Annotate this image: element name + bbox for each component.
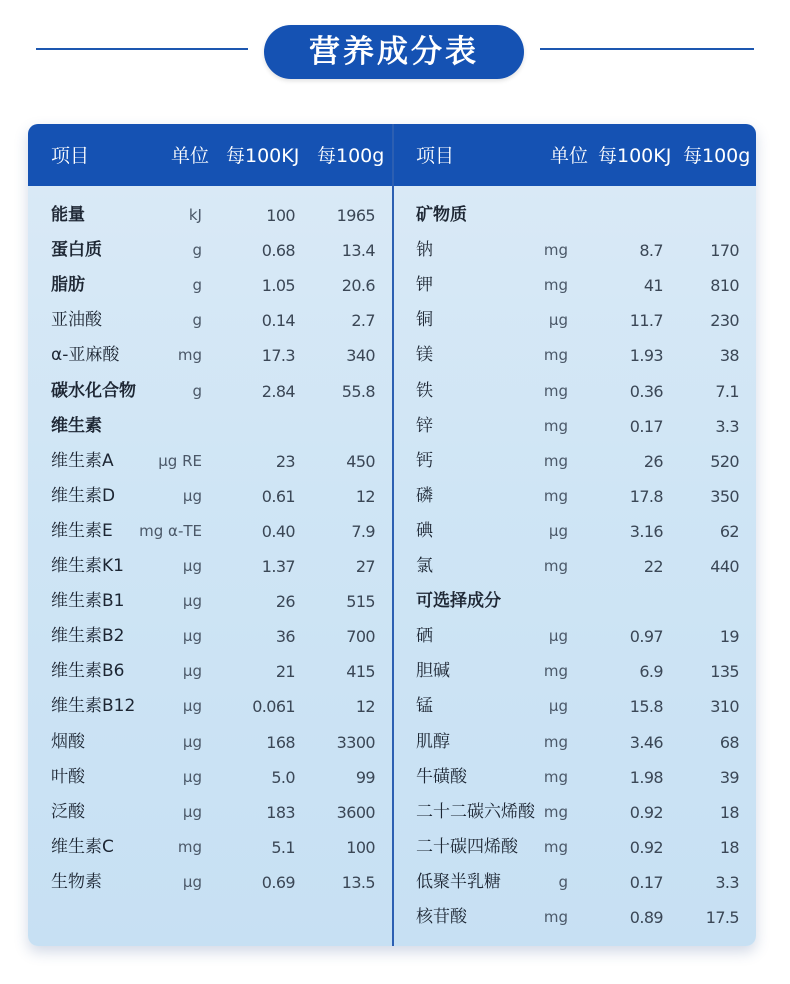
per100g-cell: 27 [355, 557, 375, 576]
nutrient-name: 钙 [416, 450, 433, 471]
per100kj-cell: 0.17 [629, 416, 663, 436]
per100kj-cell: 0.17 [629, 872, 663, 892]
per100kj-cell: 5.1 [271, 837, 295, 857]
nutrient-name: 维生素B12 [51, 696, 136, 717]
nutrient-name: 维生素B6 [51, 661, 125, 682]
nutrient-name: 维生素D [51, 485, 116, 506]
nutrient-name: 锰 [416, 696, 433, 717]
unit-cell: mg α-TE [139, 521, 202, 540]
per100g-cell: 68 [719, 732, 739, 752]
title-divider-right [540, 48, 754, 50]
per100kj-cell: 1.98 [629, 767, 663, 787]
table-row [28, 584, 392, 619]
table-row [394, 479, 756, 514]
title-divider-left [36, 48, 248, 50]
per100kj-cell: 3.16 [629, 521, 663, 541]
table-row [394, 619, 756, 654]
per100g-cell: 170 [710, 241, 739, 261]
table-row [394, 268, 756, 303]
nutrient-name: 叶酸 [51, 766, 85, 787]
per100kj-cell: 1.37 [261, 557, 295, 576]
unit-cell: g [192, 311, 202, 330]
per100g-cell: 13.5 [341, 872, 375, 892]
per100g-cell: 18 [719, 837, 739, 857]
unit-cell: mg [543, 241, 568, 260]
table-row [28, 374, 392, 409]
per100kj-cell: 168 [266, 732, 295, 752]
per100kj-cell: 3.46 [629, 732, 663, 752]
nutrient-name: 脂肪 [51, 275, 85, 296]
table-row [394, 233, 756, 268]
nutrient-name: 磷 [416, 485, 433, 506]
per100g-cell: 55.8 [341, 381, 375, 401]
unit-cell: μg [182, 627, 202, 646]
per100kj-cell: 36 [275, 627, 295, 647]
table-row [28, 549, 392, 584]
per100kj-cell: 0.061 [252, 697, 295, 717]
header-per100g-left: 每100g [317, 145, 385, 167]
per100g-cell: 3600 [336, 802, 375, 822]
unit-cell: mg [543, 276, 568, 295]
unit-cell: g [192, 241, 202, 260]
unit-cell: μg [182, 486, 202, 505]
per100kj-cell: 0.97 [629, 627, 663, 647]
table-row [394, 900, 756, 935]
header-unit-left: 单位 [171, 145, 210, 167]
per100kj-cell: 0.92 [629, 802, 663, 822]
per100g-cell: 18 [719, 802, 739, 822]
nutrient-name: 二十碳四烯酸 [416, 836, 518, 857]
per100g-cell: 3.3 [715, 416, 739, 436]
unit-cell: μg [548, 311, 568, 330]
table-row [28, 619, 392, 654]
title-bar [0, 0, 790, 110]
nutrient-name: 能量 [51, 205, 85, 225]
table-row [28, 689, 392, 724]
per100g-cell: 520 [710, 451, 739, 471]
nutrient-name: 低聚半乳糖 [416, 871, 501, 892]
nutrient-name: 牛磺酸 [416, 766, 467, 787]
per100g-cell: 12 [355, 697, 375, 717]
table-row [394, 549, 756, 584]
per100g-cell: 340 [346, 346, 375, 366]
per100g-cell: 20.6 [341, 276, 375, 296]
per100kj-cell: 0.92 [629, 837, 663, 857]
per100kj-cell: 1.05 [261, 276, 295, 296]
nutrient-name: 碳水化合物 [51, 380, 136, 401]
per100kj-cell: 5.0 [271, 767, 295, 787]
unit-cell: g [192, 276, 202, 295]
unit-cell: μg [182, 557, 202, 575]
table-row [394, 514, 756, 549]
unit-cell: mg [543, 451, 568, 470]
table-row [28, 830, 392, 865]
table-row [28, 198, 392, 233]
per100g-cell: 3300 [336, 732, 375, 752]
per100kj-cell: 26 [275, 592, 295, 612]
table-row [394, 830, 756, 865]
nutrient-name: 维生素B1 [51, 591, 125, 612]
per100g-cell: 1965 [336, 206, 375, 225]
per100kj-cell: 0.40 [261, 521, 295, 541]
table-row [28, 760, 392, 795]
per100kj-cell: 11.7 [629, 311, 663, 331]
per100kj-cell: 8.7 [639, 241, 663, 261]
per100kj-cell: 22 [643, 557, 663, 576]
table-row [28, 514, 392, 549]
nutrient-name: 维生素K1 [51, 556, 124, 576]
nutrient-name: 铁 [416, 380, 433, 401]
per100kj-cell: 1.93 [629, 346, 663, 366]
per100kj-cell: 0.61 [261, 486, 295, 506]
nutrient-name: 维生素 [51, 415, 102, 436]
per100kj-cell: 6.9 [639, 662, 663, 682]
unit-cell: μg [182, 697, 202, 716]
unit-cell: mg [543, 416, 568, 435]
table-row [394, 654, 756, 689]
table-row [28, 444, 392, 479]
table-row [28, 409, 392, 444]
unit-cell: μg [548, 627, 568, 646]
per100g-cell: 135 [710, 662, 739, 682]
table-row [394, 795, 756, 830]
per100kj-cell: 41 [643, 276, 663, 296]
per100g-cell: 310 [710, 697, 739, 717]
per100kj-cell: 26 [643, 451, 663, 471]
nutrient-name: 肌醇 [416, 731, 450, 752]
table-row [394, 689, 756, 724]
per100g-cell: 100 [346, 837, 375, 857]
header-per100g-right: 每100g [683, 145, 751, 167]
nutrient-name: 碘 [416, 520, 433, 541]
page-title: 营养成分表 [264, 25, 524, 79]
per100g-cell: 415 [346, 662, 375, 682]
unit-cell: μg [182, 802, 202, 821]
per100g-cell: 515 [346, 592, 375, 612]
nutrient-name: 胆碱 [416, 661, 450, 682]
unit-cell: g [558, 872, 568, 891]
unit-cell: mg [177, 346, 202, 365]
unit-cell: μg [182, 732, 202, 751]
table-row [394, 303, 756, 338]
nutrient-name: 亚油酸 [51, 310, 102, 331]
per100kj-cell: 15.8 [629, 697, 663, 717]
per100g-cell: 13.4 [341, 241, 375, 261]
unit-cell: mg [543, 557, 568, 575]
nutrient-name: 铜 [416, 310, 433, 331]
nutrient-name: 二十二碳六烯酸 [416, 801, 535, 822]
nutrient-name: 维生素C [51, 836, 114, 857]
per100g-cell: 3.3 [715, 872, 739, 892]
per100kj-cell: 2.84 [261, 381, 295, 401]
per100g-cell: 440 [710, 557, 739, 576]
per100kj-cell: 183 [266, 802, 295, 822]
per100g-cell: 810 [710, 276, 739, 296]
table-row [394, 409, 756, 444]
unit-cell: μg RE [158, 451, 202, 470]
table-row [28, 233, 392, 268]
per100g-cell: 19 [719, 627, 739, 647]
per100kj-cell: 17.8 [629, 486, 663, 506]
nutrient-name: 维生素A [51, 450, 114, 471]
header-item-left: 项目 [51, 145, 90, 167]
unit-cell: μg [548, 521, 568, 540]
unit-cell: mg [543, 346, 568, 365]
per100g-cell: 39 [719, 767, 739, 787]
nutrient-name: 维生素B2 [51, 626, 125, 647]
per100g-cell: 350 [710, 486, 739, 506]
unit-cell: mg [543, 381, 568, 400]
per100kj-cell: 21 [275, 662, 295, 682]
header-per100kj-right: 每100KJ [598, 145, 672, 167]
nutrient-name: 镁 [416, 345, 433, 366]
unit-cell: kJ [188, 206, 202, 224]
nutrient-name: α-亚麻酸 [51, 345, 120, 366]
unit-cell: μg [182, 872, 202, 891]
header-item-right: 项目 [416, 145, 455, 167]
table-row [394, 444, 756, 479]
per100g-cell: 230 [710, 311, 739, 331]
unit-cell: mg [543, 908, 568, 926]
per100kj-cell: 100 [266, 206, 295, 225]
per100g-cell: 7.1 [715, 381, 739, 401]
unit-cell: mg [543, 486, 568, 505]
table-row [28, 338, 392, 373]
nutrient-name: 核苷酸 [416, 907, 467, 927]
per100g-cell: 2.7 [351, 311, 375, 331]
per100kj-cell: 0.36 [629, 381, 663, 401]
per100kj-cell: 0.14 [261, 311, 295, 331]
table-row [28, 268, 392, 303]
table-row [28, 654, 392, 689]
unit-cell: mg [543, 837, 568, 856]
per100kj-cell: 0.68 [261, 241, 295, 261]
per100kj-cell: 23 [275, 451, 295, 471]
nutrient-name: 维生素E [51, 520, 113, 541]
per100kj-cell: 0.69 [261, 872, 295, 892]
unit-cell: μg [182, 662, 202, 681]
nutrient-name: 可选择成分 [416, 591, 501, 612]
table-row [394, 725, 756, 760]
table-row [28, 479, 392, 514]
nutrient-name: 钠 [416, 240, 433, 261]
unit-cell: mg [543, 802, 568, 821]
header-per100kj-left: 每100KJ [226, 145, 300, 167]
table-row [394, 865, 756, 900]
per100kj-cell: 17.3 [261, 346, 295, 366]
per100g-cell: 12 [355, 486, 375, 506]
per100kj-cell: 0.89 [629, 908, 663, 927]
nutrient-name: 锌 [416, 415, 433, 436]
per100g-cell: 700 [346, 627, 375, 647]
unit-cell: mg [543, 662, 568, 681]
nutrient-name: 蛋白质 [51, 240, 102, 261]
table-row [394, 338, 756, 373]
nutrition-table [28, 124, 756, 946]
unit-cell: mg [177, 837, 202, 856]
table-row [394, 760, 756, 795]
per100g-cell: 7.9 [351, 521, 375, 541]
unit-cell: μg [182, 592, 202, 611]
table-row [394, 198, 756, 233]
nutrient-name: 矿物质 [416, 205, 467, 225]
table-row [28, 303, 392, 338]
per100g-cell: 38 [719, 346, 739, 366]
nutrient-name: 硒 [416, 626, 433, 647]
table-row [394, 374, 756, 409]
per100g-cell: 99 [355, 767, 375, 787]
table-row [394, 584, 756, 619]
header-unit-right: 单位 [550, 145, 589, 167]
nutrient-name: 生物素 [51, 871, 102, 892]
nutrient-name: 烟酸 [51, 731, 85, 752]
unit-cell: g [192, 381, 202, 400]
per100g-cell: 450 [346, 451, 375, 471]
table-row [28, 865, 392, 900]
table-row [28, 795, 392, 830]
unit-cell: μg [548, 697, 568, 716]
nutrient-name: 氯 [416, 556, 433, 576]
unit-cell: μg [182, 767, 202, 786]
nutrient-name: 泛酸 [51, 801, 85, 822]
per100g-cell: 17.5 [705, 908, 739, 927]
nutrient-name: 钾 [416, 275, 433, 296]
unit-cell: mg [543, 767, 568, 786]
table-row [28, 725, 392, 760]
per100g-cell: 62 [719, 521, 739, 541]
unit-cell: mg [543, 732, 568, 751]
